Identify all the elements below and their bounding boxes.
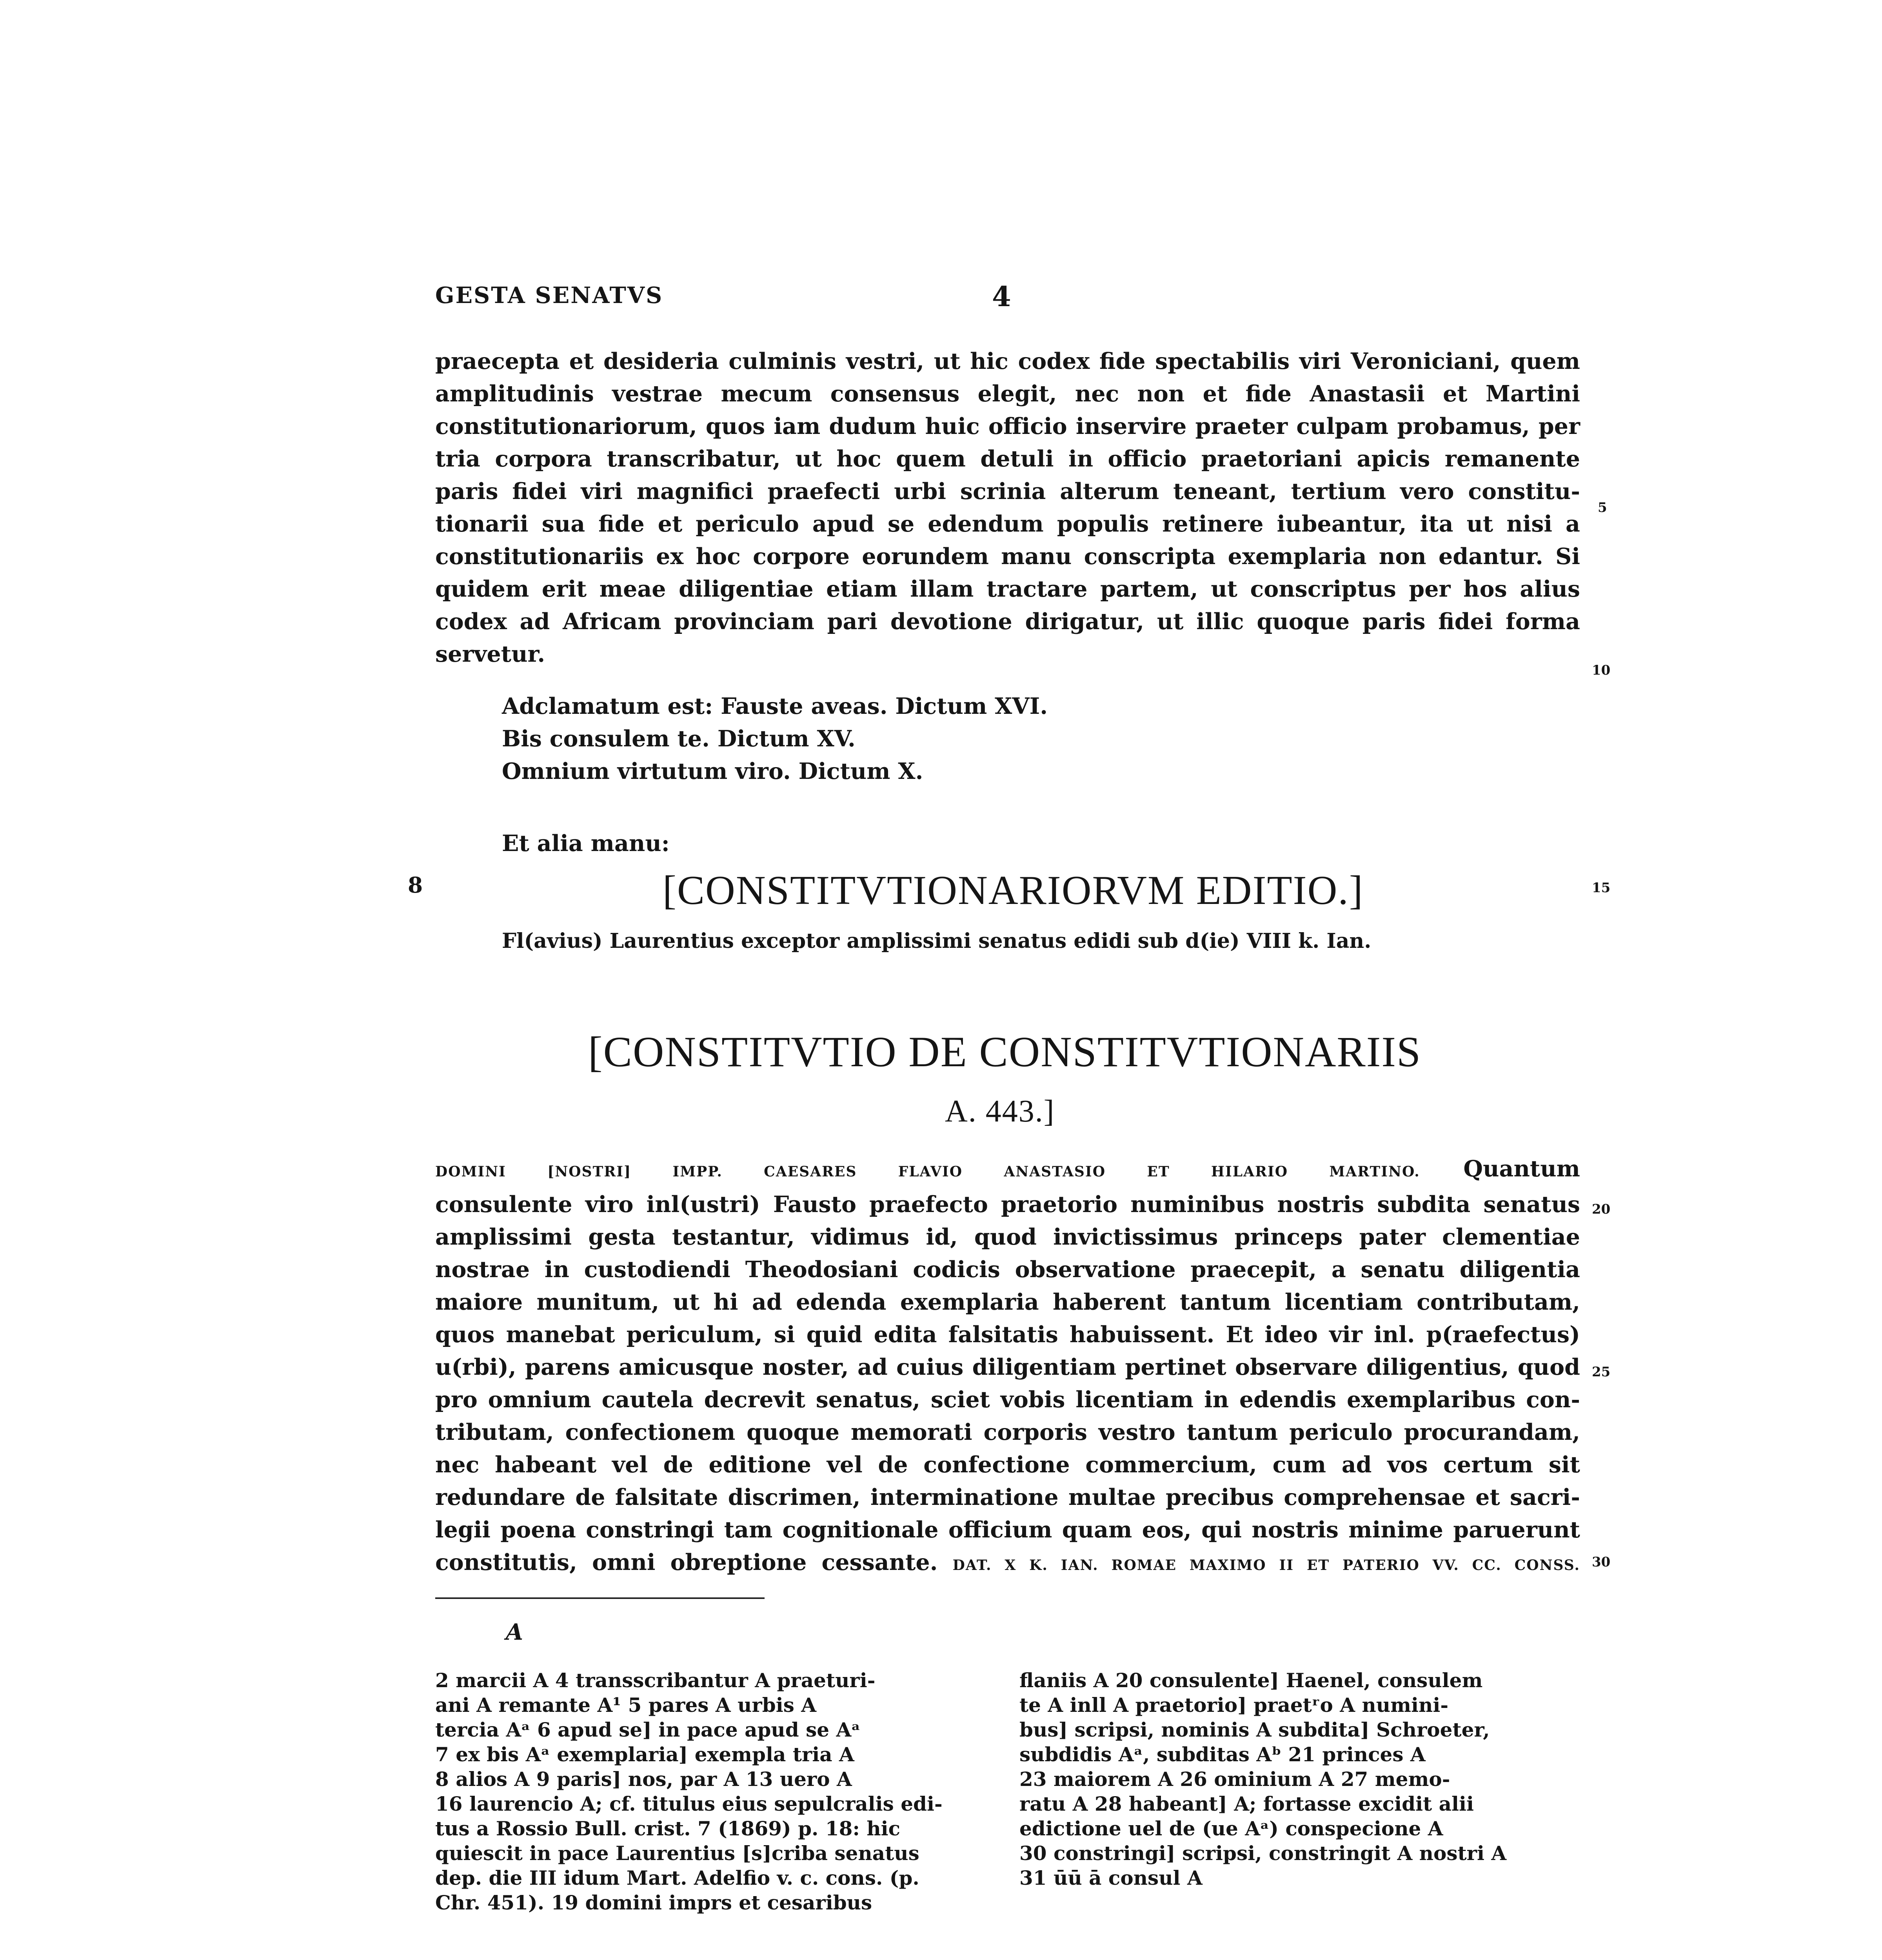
apparatus-note: 8 alios A 9 paris] nos, par A 13 uero A <box>435 1768 852 1791</box>
closing-line <box>435 1546 1580 1582</box>
body-line: codex ad Africam provinciam pari devotione dirigatur, ut illic quoque paris fidei forma <box>435 608 1580 635</box>
body-line: tria corpora transcribatur, ut hoc quem detuli in officio praetoriani apicis remanente <box>435 446 1580 472</box>
margin-number-10: 10 <box>1592 662 1611 678</box>
apparatus-note: ani A remante A¹ 5 pares A urbis A <box>435 1693 817 1717</box>
apparatus-note: 30 constringi] scripsi, constringit A nostri A <box>1019 1842 1507 1865</box>
body-line: amplitudinis vestrae mecum consensus elegit, nec non et fide Anastasii et Martini <box>435 381 1580 407</box>
apparatus-rule <box>435 1597 765 1599</box>
body-line: praecepta et desideria culminis vestri, ut hic codex fide spectabilis viri Veroniciani, quem <box>435 348 1580 374</box>
margin-number-5: 5 <box>1598 500 1607 515</box>
body-line: constitutionariorum, quos iam dudum huic officio inservire praeter culpam probamus, per <box>435 413 1580 439</box>
body-line: quos manebat periculum, si quid edita falsitatis habuissent. Et ideo vir inl. p(raefectus) <box>435 1321 1580 1348</box>
body-paragraph-1 <box>435 345 1580 670</box>
body-line: tributam, confectionem quoque memorati corporis vestro tantum periculo procurandam, <box>435 1419 1580 1445</box>
body-line: legii poena constringi tam cognitionale officium quam eos, qui nostris minime paruerunt <box>435 1517 1580 1543</box>
apparatus-siglum: A <box>506 1619 523 1645</box>
apparatus-note: tercia Aᵃ 6 apud se] in pace apud se Aᵃ <box>435 1718 861 1741</box>
body-line: amplissimi gesta testantur, vidimus id, quod invictissimus princeps pater clementiae <box>435 1224 1580 1250</box>
page-number: 4 <box>992 280 1012 313</box>
apparatus-note: flaniis A 20 consulente] Haenel, consulem <box>1019 1669 1483 1692</box>
body-line: nec habeant vel de editione vel de confectione commercium, cum ad vos certum sit <box>435 1452 1580 1478</box>
apparatus-note: tus a Rossio Bull. crist. 7 (1869) p. 18: hic <box>435 1817 901 1840</box>
margin-number-30: 30 <box>1592 1554 1611 1570</box>
apparatus-note: 2 marcii A 4 transscribantur A praeturi- <box>435 1669 876 1692</box>
apparatus-note: subdidis Aᵃ, subditas Aᵇ 21 princes A <box>1019 1743 1426 1766</box>
imperial-address: DOMINI [NOSTRI] IMPP. CAESARES FLAVIO ANASTASIO ET HILARIO MARTINO. <box>435 1163 1420 1180</box>
apparatus-note: 7 ex bis Aᵃ exemplaria] exempla tria A <box>435 1743 854 1766</box>
apparatus-left-column <box>435 1668 943 1915</box>
opening-line <box>435 1152 1580 1188</box>
body-line: tionarii sua fide et periculo apud se edendum populis retinere iubeantur, ita ut nisi a <box>435 511 1580 537</box>
apparatus-note: Chr. 451). 19 domini imprs et cesaribus <box>435 1891 872 1914</box>
body-line: paris fidei viri magnifici praefecti urbi scrinia alterum teneant, tertium vero constitu- <box>435 478 1580 505</box>
body-line: servetur. <box>435 641 545 667</box>
body-line: nostrae in custodiendi Theodosiani codicis observatione praecepit, a senatu diligentia <box>435 1256 1580 1283</box>
apparatus-note: 23 maiorem A 26 ominium A 27 memo- <box>1019 1768 1450 1791</box>
apparatus-note: 16 laurencio A; cf. titulus eius sepulcralis edi- <box>435 1792 943 1815</box>
margin-number-20: 20 <box>1592 1201 1611 1217</box>
acclamations <box>502 690 1048 788</box>
left-margin-number-8: 8 <box>408 872 423 898</box>
acclamation-line: Adclamatum est: Fauste aveas. Dictum XVI. <box>502 693 1048 719</box>
body-line: quidem erit meae diligentiae etiam illam tractare partem, ut conscriptus per hos alius <box>435 576 1580 602</box>
acclamation-line: Bis consulem te. Dictum XV. <box>502 726 856 752</box>
apparatus-note: bus] scripsi, nominis A subdita] Schroeter, <box>1019 1718 1490 1741</box>
section-year: A. 443.] <box>945 1094 1055 1129</box>
margin-number-15: 15 <box>1592 880 1611 896</box>
body-line: consulente viro inl(ustri) Fausto praefecto praetorio numinibus nostris subdita senatus <box>435 1191 1580 1218</box>
section-title-editio: [CONSTITVTIONARIORVM EDITIO.] <box>663 867 1364 913</box>
dating-clause: DAT. X K. IAN. ROMAE MAXIMO II ET PATERIO VV. CC. CONSS. <box>952 1557 1580 1573</box>
running-title: GESTA SENATVS <box>435 282 663 309</box>
apparatus-note: te A inll A praetorio] praetʳo A numini- <box>1019 1693 1449 1717</box>
acclamation-line: Omnium virtutum viro. Dictum X. <box>502 758 923 784</box>
margin-number-25: 25 <box>1592 1364 1611 1380</box>
apparatus-note: quiescit in pace Laurentius [s]criba senatus <box>435 1842 919 1865</box>
body-line: redundare de falsitate discrimen, interminatione multae precibus comprehensae et sacri- <box>435 1484 1580 1510</box>
apparatus-note: edictione uel de (ue Aᵃ) conspecione A <box>1019 1817 1443 1840</box>
alia-manu: Et alia manu: <box>502 830 670 857</box>
section-title-constitutio: [CONSTITVTIO DE CONSTITVTIONARIIS <box>588 1028 1422 1076</box>
apparatus-note: 31 ūū ā consul A <box>1019 1866 1203 1889</box>
body-line: maiore munitum, ut hi ad edenda exemplaria haberent tantum licentiam contributam, <box>435 1289 1580 1315</box>
body-line: u(rbi), parens amicusque noster, ad cuius diligentiam pertinet observare diligentius, quod <box>435 1354 1580 1380</box>
body-line: constitutis, omni obreptione cessante. <box>435 1549 938 1575</box>
apparatus-note: dep. die III idum Mart. Adelfio v. c. cons. (p. <box>435 1866 919 1889</box>
apparatus-right-column <box>1019 1668 1506 1890</box>
signature-line: Fl(avius) Laurentius exceptor amplissimi senatus edidi sub d(ie) VIII k. Ian. <box>502 929 1372 953</box>
body-paragraph-2 <box>435 1152 1580 1582</box>
body-line: constitutionariis ex hoc corpore eorundem manu conscripta exemplaria non edantur. Si <box>435 543 1580 570</box>
body-line: pro omnium cautela decrevit senatus, sciet vobis licentiam in edendis exemplaribus con- <box>435 1387 1580 1413</box>
body-line: Quantum <box>1463 1156 1580 1182</box>
apparatus-note: ratu A 28 habeant] A; fortasse excidit alii <box>1019 1792 1474 1815</box>
